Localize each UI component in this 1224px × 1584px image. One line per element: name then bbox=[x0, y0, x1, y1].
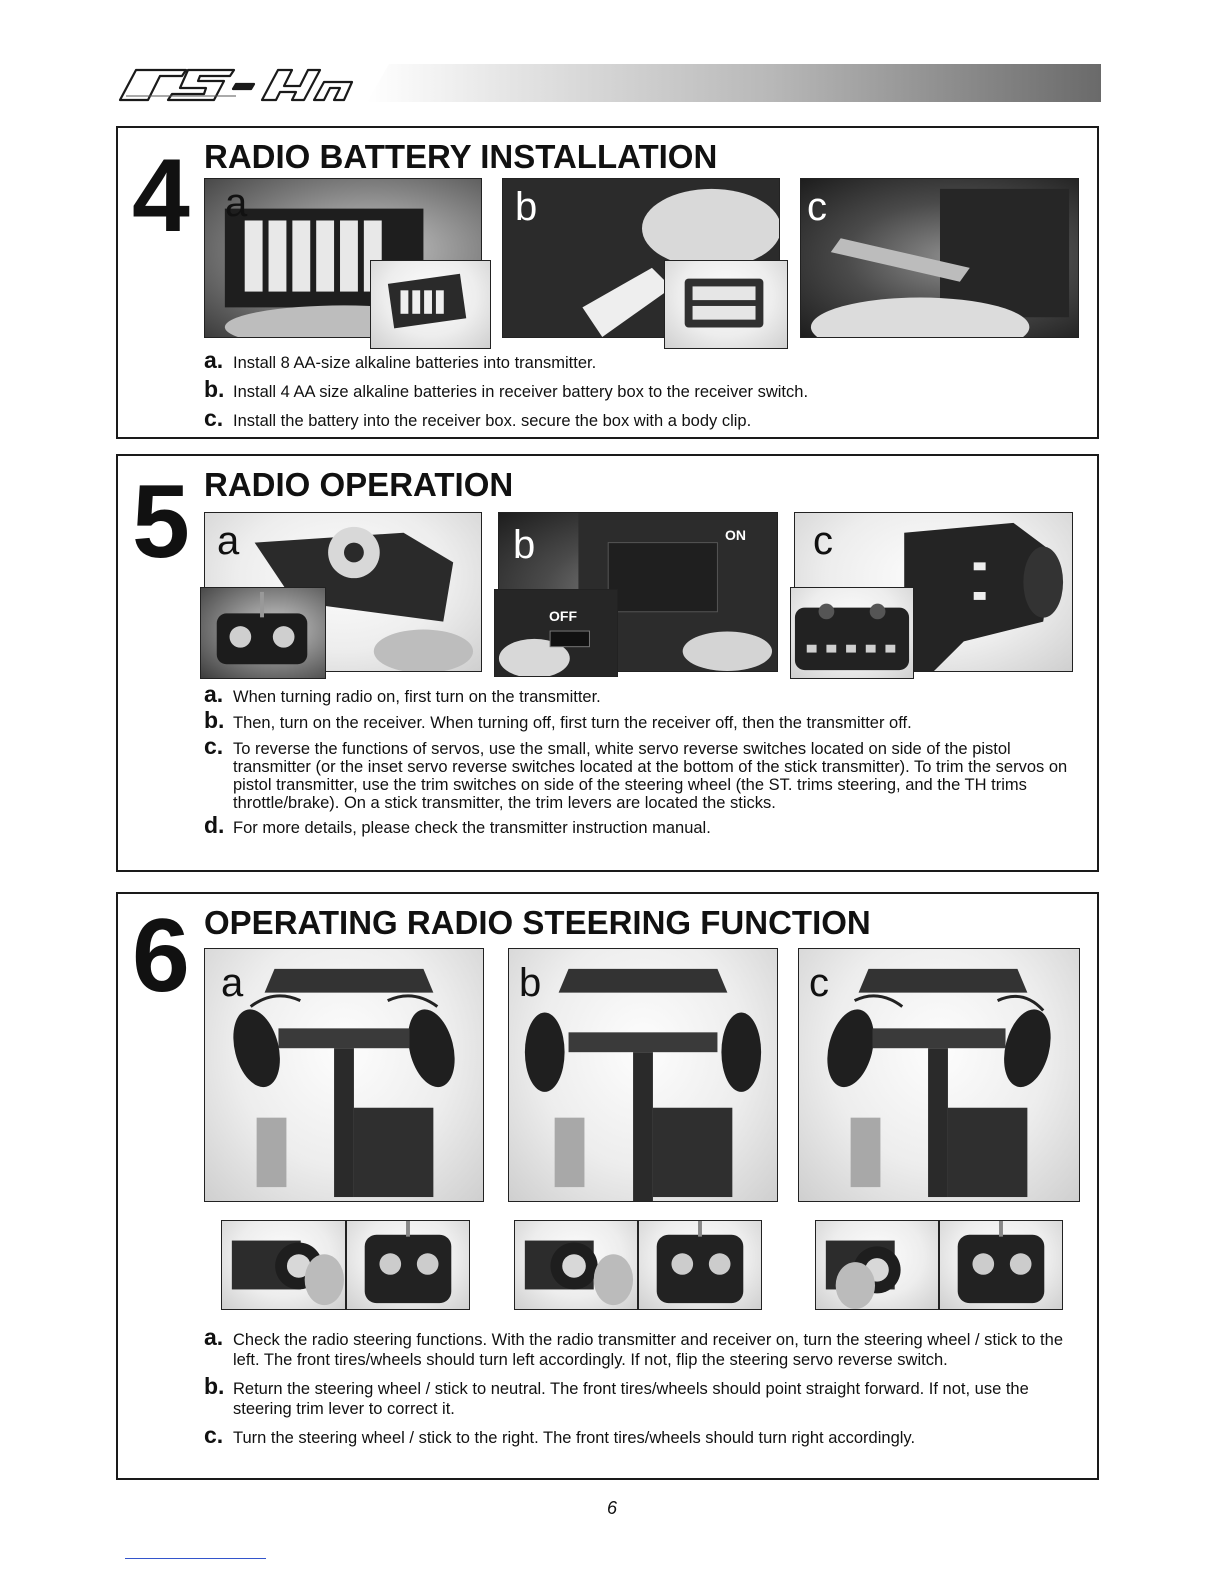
panel-label: a bbox=[217, 519, 240, 563]
photo-chassis-neutral bbox=[508, 948, 778, 1202]
list-item: c. Turn the steering wheel / stick to the right. The front tires/wheels should turn right accordingly. bbox=[204, 1422, 916, 1448]
photo-stick-transmitter-inset bbox=[200, 587, 326, 679]
section-title: OPERATING RADIO STEERING FUNCTION bbox=[204, 904, 871, 941]
photo-switch-off-inset bbox=[494, 589, 618, 677]
photo-receiver-battery-inset bbox=[664, 260, 788, 349]
section-title: RADIO BATTERY INSTALLATION bbox=[204, 138, 718, 175]
list-item: a. When turning radio on, first turn on the transmitter. bbox=[204, 681, 601, 707]
photo-wheel-neutral bbox=[514, 1220, 638, 1310]
step-number: 6 bbox=[132, 898, 190, 1014]
list-item: c. Install the battery into the receiver box. secure the box with a body clip. bbox=[204, 405, 752, 431]
photo-battery-holder-inset bbox=[370, 260, 491, 349]
step-list bbox=[204, 1324, 1079, 1448]
list-item: b. Return the steering wheel / stick to neutral. The front tires/wheels should point straight forward. If not, use the steering trim lever to correct it. bbox=[204, 1373, 1029, 1418]
brand-logo bbox=[116, 66, 361, 102]
list-item: d. For more details, please check the transmitter instruction manual. bbox=[204, 812, 711, 838]
panel-label: c bbox=[813, 519, 833, 563]
photo-wheel-right bbox=[815, 1220, 939, 1310]
photo-inset-servo-switches bbox=[790, 587, 914, 679]
list-item: a. Check the radio steering functions. With the radio transmitter and receiver on, turn the steering wheel / stick to the left. The front tires/wheels should turn left accordingly. If not, flip the steering servo reverse switch. bbox=[204, 1324, 1063, 1369]
photo-stick-right bbox=[939, 1220, 1063, 1310]
photo-chassis-steer-left bbox=[204, 948, 484, 1202]
step-number: 5 bbox=[132, 464, 190, 580]
panel-label: b bbox=[515, 185, 538, 229]
photo-wheel-left bbox=[221, 1220, 346, 1310]
list-item: a. Install 8 AA-size alkaline batteries into transmitter. bbox=[204, 347, 597, 373]
photo-stick-neutral bbox=[638, 1220, 762, 1310]
section-radio-operation bbox=[116, 454, 1099, 872]
panel-label: c bbox=[809, 961, 829, 1005]
photo-stick-left bbox=[346, 1220, 470, 1310]
list-item: b. Then, turn on the receiver. When turning off, first turn the receiver off, then the transmitter off. bbox=[204, 707, 912, 733]
panel-label: a bbox=[225, 181, 248, 225]
list-item: b. Install 4 AA size alkaline batteries in receiver battery box to the receiver switch. bbox=[204, 376, 809, 402]
on-label: ON bbox=[725, 527, 746, 543]
section-title: RADIO OPERATION bbox=[204, 466, 514, 503]
step-number: 4 bbox=[132, 138, 190, 254]
photo-chassis-steer-right bbox=[798, 948, 1080, 1202]
header-banner bbox=[367, 64, 1101, 102]
section-operating-radio-steering-function bbox=[116, 892, 1099, 1480]
footer-rule bbox=[125, 1558, 266, 1559]
step-list bbox=[204, 347, 1079, 431]
panel-label: a bbox=[221, 961, 244, 1005]
section-radio-battery-installation bbox=[116, 126, 1099, 439]
list-item: c. To reverse the functions of servos, use the small, white servo reverse switches located on side of the pistol transmitter (or the inset servo reverse switches located at the bottom of the stick transmitter). To trim the servos on pistol transmitter, use the trim switches on side of the steering wheel (the ST. trims steering, and the TH trims throttle/brake). On a stick transmitter, the trim levers are located the sticks. bbox=[204, 733, 1068, 812]
panel-label: c bbox=[807, 185, 827, 229]
page-number: 6 bbox=[606, 1498, 617, 1518]
step-list bbox=[204, 681, 1079, 838]
panel-label: b bbox=[513, 523, 536, 567]
photo-receiver-box-installed bbox=[800, 178, 1079, 338]
off-label: OFF bbox=[549, 608, 577, 624]
panel-label: b bbox=[519, 961, 542, 1005]
